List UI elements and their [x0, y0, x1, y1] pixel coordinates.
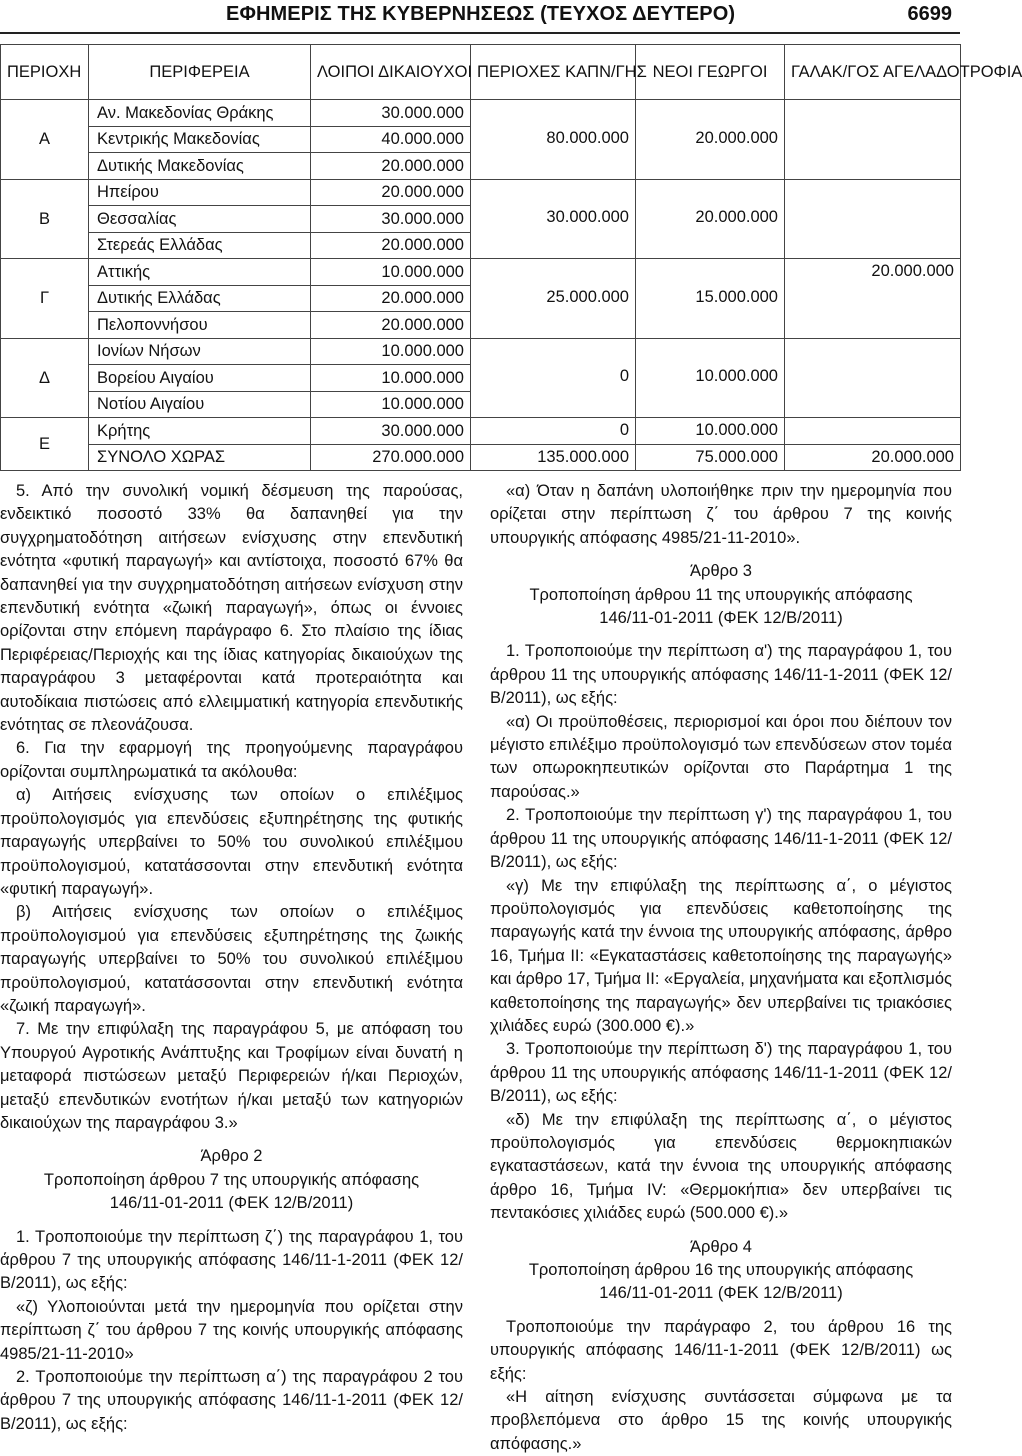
header-rule: [0, 32, 960, 34]
other-beneficiaries-cell: 20.000.000: [311, 153, 471, 180]
left-column: [0, 480, 463, 1436]
total-other-beneficiaries: 270.000.000: [311, 444, 471, 471]
tobacco-value: 80.000.000: [546, 128, 629, 147]
paragraph: 2. Τροποποιούμε την περίπτωση γ') της παραγράφου 1, του άρθρου 11 της υπουργικής απόφασης 146/11-1-2011 (ΦΕΚ 12/Β/2011), ως εξής:: [490, 806, 952, 872]
paragraph: 1. Τροποποιούμε την περίπτωση ζ΄) της παραγράφου 1, του άρθρου 7 της υπουργικής απόφασης 146/11-1-2011 (ΦΕΚ 12/Β/2011), ως εξής:: [0, 1227, 463, 1293]
total-young: 75.000.000: [636, 444, 785, 471]
tobacco-cell: [471, 418, 636, 445]
young-value: 15.000.000: [695, 287, 778, 306]
paragraph: «ζ) Υλοποιούνται μετά την ημερομηνία που ορίζεται στην περίπτωση ζ΄ του άρθρου 7 της κοινής υπουργικής απόφασης 4985/21-11-2010»: [0, 1297, 463, 1363]
tobacco-cell: [471, 100, 636, 180]
paragraph: 1. Τροποποιούμε την περίπτωση α') της παραγράφου 1, του άρθρου 11 της υπουργικής απόφασης 146/11-1-2011 (ΦΕΚ 12/Β/2011), ως εξής:: [490, 642, 952, 708]
other-beneficiaries-cell: 10.000.000: [311, 391, 471, 418]
tobacco-value: 30.000.000: [546, 208, 629, 226]
paragraph: «δ) Με την επιφύλαξη της περίπτωσης α΄, ο μέγιστος προϋπολογισμός για επενδύσεις θερμοκηπιακών εγκαταστάσεων, κατά την έννοια της υπουργικής απόφασης άρθρο 16, Τμήμα IV: «Θερμοκήπια» δεν υπερβαίνει τις πεντακόσιες χιλιάδες ευρώ (500.000 €).»: [490, 1110, 952, 1223]
paragraph: 3. Τροποποιούμε την περίπτωση δ') της παραγράφου 1, του άρθρου 11 της υπουργικής απόφασης 146/11-1-2011 (ΦΕΚ 12/Β/2011), ως εξής:: [490, 1040, 952, 1106]
young-cell: [636, 259, 785, 339]
paragraph: «α) Όταν η δαπάνη υλοποιήθηκε πριν την ημερομηνία που ορίζεται στην περίπτωση ζ΄ του άρθρου 7 της κοινής υπουργικής απόφασης 4985/21-11-2010».: [490, 482, 952, 547]
other-beneficiaries-cell: 20.000.000: [311, 232, 471, 259]
dairy-value: [791, 100, 954, 103]
young-cell: [636, 179, 785, 259]
gazette-title: ΕΦΗΜΕΡΙΣ ΤΗΣ ΚΥΒΕΡΝΗΣΕΩΣ (ΤΕΥΧΟΣ ΔΕΥΤΕΡΟ): [226, 3, 736, 25]
area-cell: Ε: [1, 418, 89, 471]
column-header-tobacco-areas: ΠΕΡΙΟΧΕΣ ΚΑΠΝ/ΓΗΣ: [471, 45, 636, 100]
column-header-dairy-cattle: ΓΑΛΑΚ/ΓΟΣ ΑΓΕΛΑΔΟΤΡΟΦΙΑ: [785, 45, 961, 100]
region-cell: Δυτικής Μακεδονίας: [89, 153, 311, 180]
tobacco-value: 25.000.000: [546, 287, 629, 306]
young-value: 10.000.000: [695, 367, 778, 385]
area-cell: Β: [1, 179, 89, 259]
dairy-cell: [785, 100, 961, 180]
total-label: ΣΥΝΟΛΟ ΧΩΡΑΣ: [89, 444, 311, 471]
total-dairy: 20.000.000: [785, 444, 961, 471]
region-cell: Αν. Μακεδονίας Θράκης: [89, 100, 311, 127]
table-body: [1, 100, 961, 471]
paragraph: α) Αιτήσεις ενίσχυσης των οποίων ο επιλέξιμος προϋπολογισμός για επενδύσεις εξυπηρέτησης της φυτικής παραγωγής υπερβαίνει το 50% του συνολικού επιλέξιμου προϋπολογισμού, κατατάσσονται στην επενδυτική ενότητα «φυτική παραγωγή».: [0, 786, 463, 898]
tobacco-cell: [471, 179, 636, 259]
article-heading: Άρθρο 3: [690, 562, 752, 581]
article-heading: 146/11-01-2011 (ΦΕΚ 12/Β/2011): [109, 1194, 354, 1213]
tobacco-value: 0: [619, 367, 629, 385]
region-cell: Κρήτης: [89, 418, 311, 445]
young-cell: [636, 418, 785, 445]
dairy-value: 20.000.000: [871, 262, 954, 280]
young-cell: [636, 100, 785, 180]
other-beneficiaries-cell: 30.000.000: [311, 100, 471, 127]
table-header-row: [1, 45, 961, 100]
paragraph: β) Αιτήσεις ενίσχυσης των οποίων ο επιλέξιμος προϋπολογισμού για επενδύσεις εξυπηρέτησης της ζωικής παραγωγής υπερβαίνει το 50% του συνολικού επιλέξιμου προϋπολογισμού, κατατάσσονται στην επενδυτική ενότητα «ζωική παραγωγή».: [0, 903, 463, 1015]
article-heading: Τροποποίηση άρθρου 7 της υπουργικής απόφασης: [43, 1170, 420, 1189]
paragraph: 5. Από την συνολική νομική δέσμευση της παρούσας, ενδεικτικό ποσοστό 33% θα δαπανηθεί για την συγχρηματοδότηση αιτήσεων ενίσχυσης στην επενδυτική ενότητα «φυτική παραγωγή» και αντίστοιχα, ποσοστό 67% θα δαπανηθεί για την συγχρηματοδότηση αιτήσεων ενίσχυση στην επενδυτική ενότητα «ζωική παραγωγή», όπως οι έννοιες ορίζονται στην επόμενη παράγραφο 6. Στο πλαίσιο της ίδιας Περιφέρειας/Περιοχής και της ίδιας κατηγορίας δικαιούχων της παραγράφου 3 μεταφέρονται κατά προτεραιότητα και αυτοδίκαια πιστώσεις από ελλειμματική κατηγορία επενδυτικής ενότητας σε πλεονάζουσα.: [0, 482, 463, 735]
table-row: [1, 418, 961, 445]
young-value: 10.000.000: [695, 421, 778, 439]
paragraph: «γ) Με την επιφύλαξη της περίπτωσης α΄, ο μέγιστος προϋπολογισμός για επενδύσεις καθετοποίησης της παραγωγής κατά την έννοια της υπουργικής απόφασης, άρθρο 16, Τμήμα ΙΙ: «Εγκαταστάσεις καθετοποίησης της παραγωγής» και άρθρο 17, Τμήμα ΙΙ: «Εργαλεία, μηχανήματα και εξοπλισμός καθετοποίησης της παραγωγής» δεν υπερβαίνει τις τριακόσιες χιλιάδες ευρώ (300.000 €).»: [490, 876, 952, 1035]
column-header-region: ΠΕΡΙΦΕΡΕΙΑ: [89, 45, 311, 100]
paragraph: Τροποποιούμε την παράγραφο 2, του άρθρου 16 της υπουργικής απόφασης 146/11-1-2011 (ΦΕΚ 12/Β/2011) ως εξής:: [490, 1317, 952, 1383]
dairy-value: [791, 418, 954, 421]
other-beneficiaries-cell: 20.000.000: [311, 312, 471, 339]
total-row: [1, 444, 961, 471]
article-heading: 146/11-01-2011 (ΦΕΚ 12/Β/2011): [599, 609, 843, 628]
region-cell: Κεντρικής Μακεδονίας: [89, 126, 311, 153]
dairy-cell: [785, 259, 961, 339]
other-beneficiaries-cell: 10.000.000: [311, 338, 471, 365]
paragraph: 7. Με την επιφύλαξη της παραγράφου 5, με απόφαση του Υπουργού Αγροτικής Ανάπτυξης και Τροφίμων είναι δυνατή η μεταφορά πιστώσεων μεταξύ Περιφερειών ή/και Περιοχών, μεταξύ επενδυτικών ενοτήτων ή/και μεταξύ των κατηγοριών δικαιούχων της παραγράφου 3.»: [0, 1020, 463, 1132]
paragraph: «Η αίτηση ενίσχυσης συντάσσεται σύμφωνα με τα προβλεπόμενα στο άρθρο 15 της κοινής υπουργικής απόφασης.»: [490, 1388, 952, 1453]
young-value: 20.000.000: [695, 208, 778, 226]
other-beneficiaries-cell: 40.000.000: [311, 126, 471, 153]
dairy-value: [791, 180, 954, 183]
other-beneficiaries-cell: 10.000.000: [311, 259, 471, 286]
other-beneficiaries-cell: 10.000.000: [311, 365, 471, 392]
article-heading: Τροποποίηση άρθρου 11 της υπουργικής απόφασης: [529, 585, 913, 604]
area-cell: Δ: [1, 338, 89, 418]
young-cell: [636, 338, 785, 418]
column-header-other-beneficiaries-text: ΛΟΙΠΟΙ ΔΙΚΑΙΟΥΧΟΙ: [317, 63, 473, 81]
dairy-cell: [785, 338, 961, 418]
column-header-young-farmers: ΝΕΟΙ ΓΕΩΡΓΟΙ: [636, 45, 785, 100]
dairy-value: [791, 339, 954, 342]
paragraph: 6. Για την εφαρμογή της προηγούμενης παραγράφου ορίζονται συμπληρωματικά τα ακόλουθα:: [0, 739, 463, 781]
young-value: 20.000.000: [695, 128, 778, 147]
other-beneficiaries-cell: 30.000.000: [311, 206, 471, 233]
right-column: [490, 480, 952, 1456]
tobacco-cell: [471, 259, 636, 339]
region-cell: Νοτίου Αιγαίου: [89, 391, 311, 418]
distribution-table: [0, 44, 1022, 471]
paragraph: «α) Οι προϋποθέσεις, περιορισμοί και όροι που διέπουν τον μέγιστο επιλέξιμο προϋπολογισμό των επενδύσεων στον τομέα των οπωροκηπευτικών ορίζονται στο Παράρτημα 1 της παρούσας.»: [490, 712, 952, 801]
region-cell: Στερεάς Ελλάδας: [89, 232, 311, 259]
article-heading: 146/11-01-2011 (ΦΕΚ 12/Β/2011): [599, 1284, 843, 1303]
other-beneficiaries-cell: 20.000.000: [311, 285, 471, 312]
region-cell: Πελοποννήσου: [89, 312, 311, 339]
region-cell: Ηπείρου: [89, 179, 311, 206]
area-cell: Γ: [1, 259, 89, 339]
table-row: [1, 338, 961, 365]
region-cell: Ιονίων Νήσων: [89, 338, 311, 365]
other-beneficiaries-cell: 30.000.000: [311, 418, 471, 445]
region-cell: Δυτικής Ελλάδας: [89, 285, 311, 312]
other-beneficiaries-cell: 20.000.000: [311, 179, 471, 206]
table-row: [1, 179, 961, 206]
page-header: [0, 0, 960, 34]
table-row: [1, 259, 961, 286]
article-heading: Άρθρο 2: [200, 1147, 263, 1166]
table-row: [1, 100, 961, 127]
tobacco-value: 0: [619, 421, 629, 439]
region-cell: Αττικής: [89, 259, 311, 286]
article-heading: Τροποποίηση άρθρου 16 της υπουργικής απόφασης: [528, 1261, 914, 1279]
page-number: 6699: [907, 3, 952, 25]
dairy-cell: [785, 418, 961, 445]
column-header-area: ΠΕΡΙΟΧΗ: [1, 45, 89, 100]
total-tobacco: 135.000.000: [471, 444, 636, 471]
paragraph: 2. Τροποποιούμε την περίπτωση α΄) της παραγράφου 2 του άρθρου 7 της υπουργικής απόφασης 146/11-1-2011 (ΦΕΚ 12/Β/2011), ως εξής:: [0, 1368, 463, 1433]
region-cell: Βορείου Αιγαίου: [89, 365, 311, 392]
region-cell: Θεσσαλίας: [89, 206, 311, 233]
column-header-other-beneficiaries: [311, 45, 471, 100]
article-heading: Άρθρο 4: [690, 1237, 752, 1256]
area-cell: Α: [1, 100, 89, 180]
dairy-cell: [785, 179, 961, 259]
tobacco-cell: [471, 338, 636, 418]
